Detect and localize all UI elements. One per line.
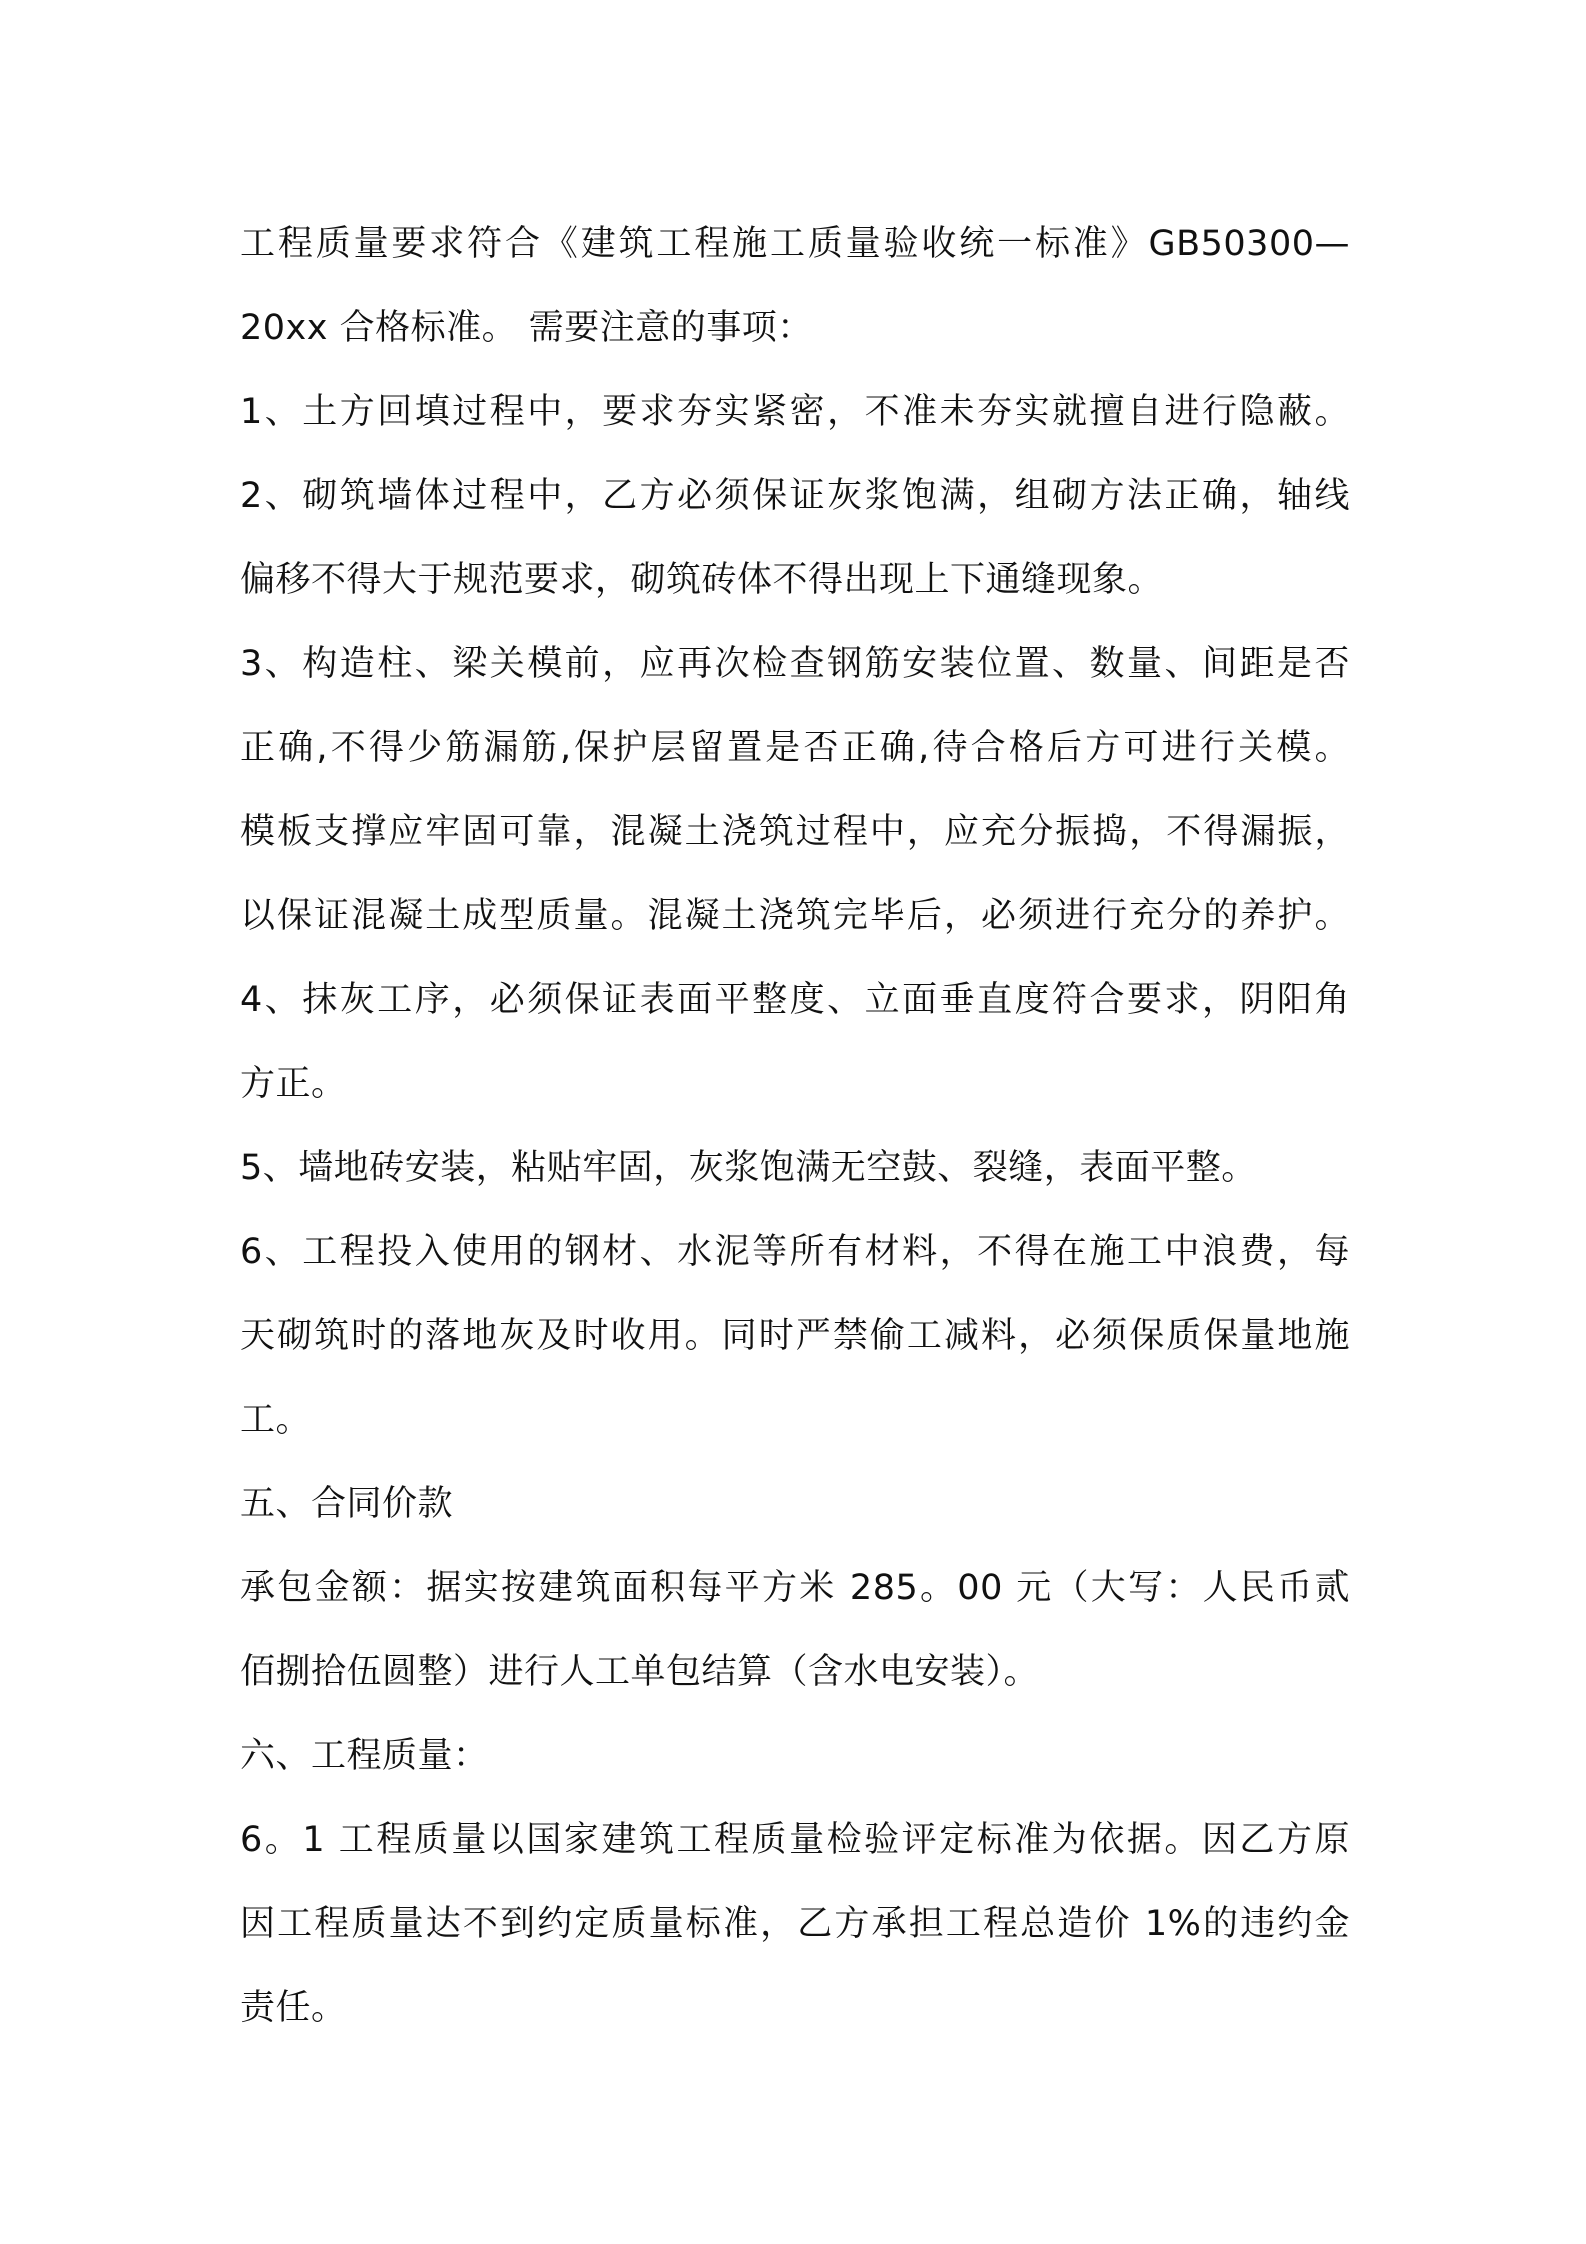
text-line-18: 佰捌拾伍圆整）进行人工单包结算（含水电安装）。 [240, 1652, 1040, 1692]
text-line-2: 20xx 合格标准。 需要注意的事项： [240, 308, 813, 348]
section-heading-contract-price: 五、合同价款 [240, 1484, 454, 1524]
text-line-7: 正确,不得少筋漏筋,保护层留置是否正确,待合格后方可进行关模。 [240, 728, 1350, 768]
document-body [240, 202, 1350, 2050]
text-line-3: 1、土方回填过程中，要求夯实紧密，不准未夯实就擅自进行隐蔽。 [240, 392, 1350, 432]
text-line-9: 以保证混凝土成型质量。混凝土浇筑完毕后，必须进行充分的养护。 [240, 896, 1350, 936]
text-line-20: 6。1 工程质量以国家建筑工程质量检验评定标准为依据。因乙方原 [240, 1820, 1350, 1860]
text-line-11: 方正。 [240, 1064, 347, 1104]
text-line-13: 6、工程投入使用的钢材、水泥等所有材料，不得在施工中浪费，每 [240, 1232, 1350, 1272]
text-line-1: 工程质量要求符合《建筑工程施工质量验收统一标准》GB50300— [240, 224, 1350, 264]
text-line-17: 承包金额：据实按建筑面积每平方米 285。00 元（大写：人民币贰 [240, 1568, 1350, 1608]
text-line-5: 偏移不得大于规范要求，砌筑砖体不得出现上下通缝现象。 [240, 560, 1164, 600]
section-heading-quality: 六、工程质量： [240, 1736, 489, 1776]
text-line-14: 天砌筑时的落地灰及时收用。同时严禁偷工减料，必须保质保量地施 [240, 1316, 1350, 1356]
text-line-15: 工。 [240, 1400, 312, 1440]
text-line-21: 因工程质量达不到约定质量标准，乙方承担工程总造价 1%的违约金 [240, 1904, 1350, 1944]
text-line-6: 3、构造柱、梁关模前，应再次检查钢筋安装位置、数量、间距是否 [240, 644, 1350, 684]
text-line-12: 5、墙地砖安装，粘贴牢固，灰浆饱满无空鼓、裂缝，表面平整。 [240, 1148, 1257, 1188]
text-line-10: 4、抹灰工序，必须保证表面平整度、立面垂直度符合要求，阴阳角 [240, 980, 1350, 1020]
text-line-4: 2、砌筑墙体过程中，乙方必须保证灰浆饱满，组砌方法正确，轴线 [240, 476, 1350, 516]
text-line-22: 责任。 [240, 1988, 347, 2028]
text-line-8: 模板支撑应牢固可靠，混凝土浇筑过程中，应充分振捣，不得漏振， [240, 812, 1350, 852]
